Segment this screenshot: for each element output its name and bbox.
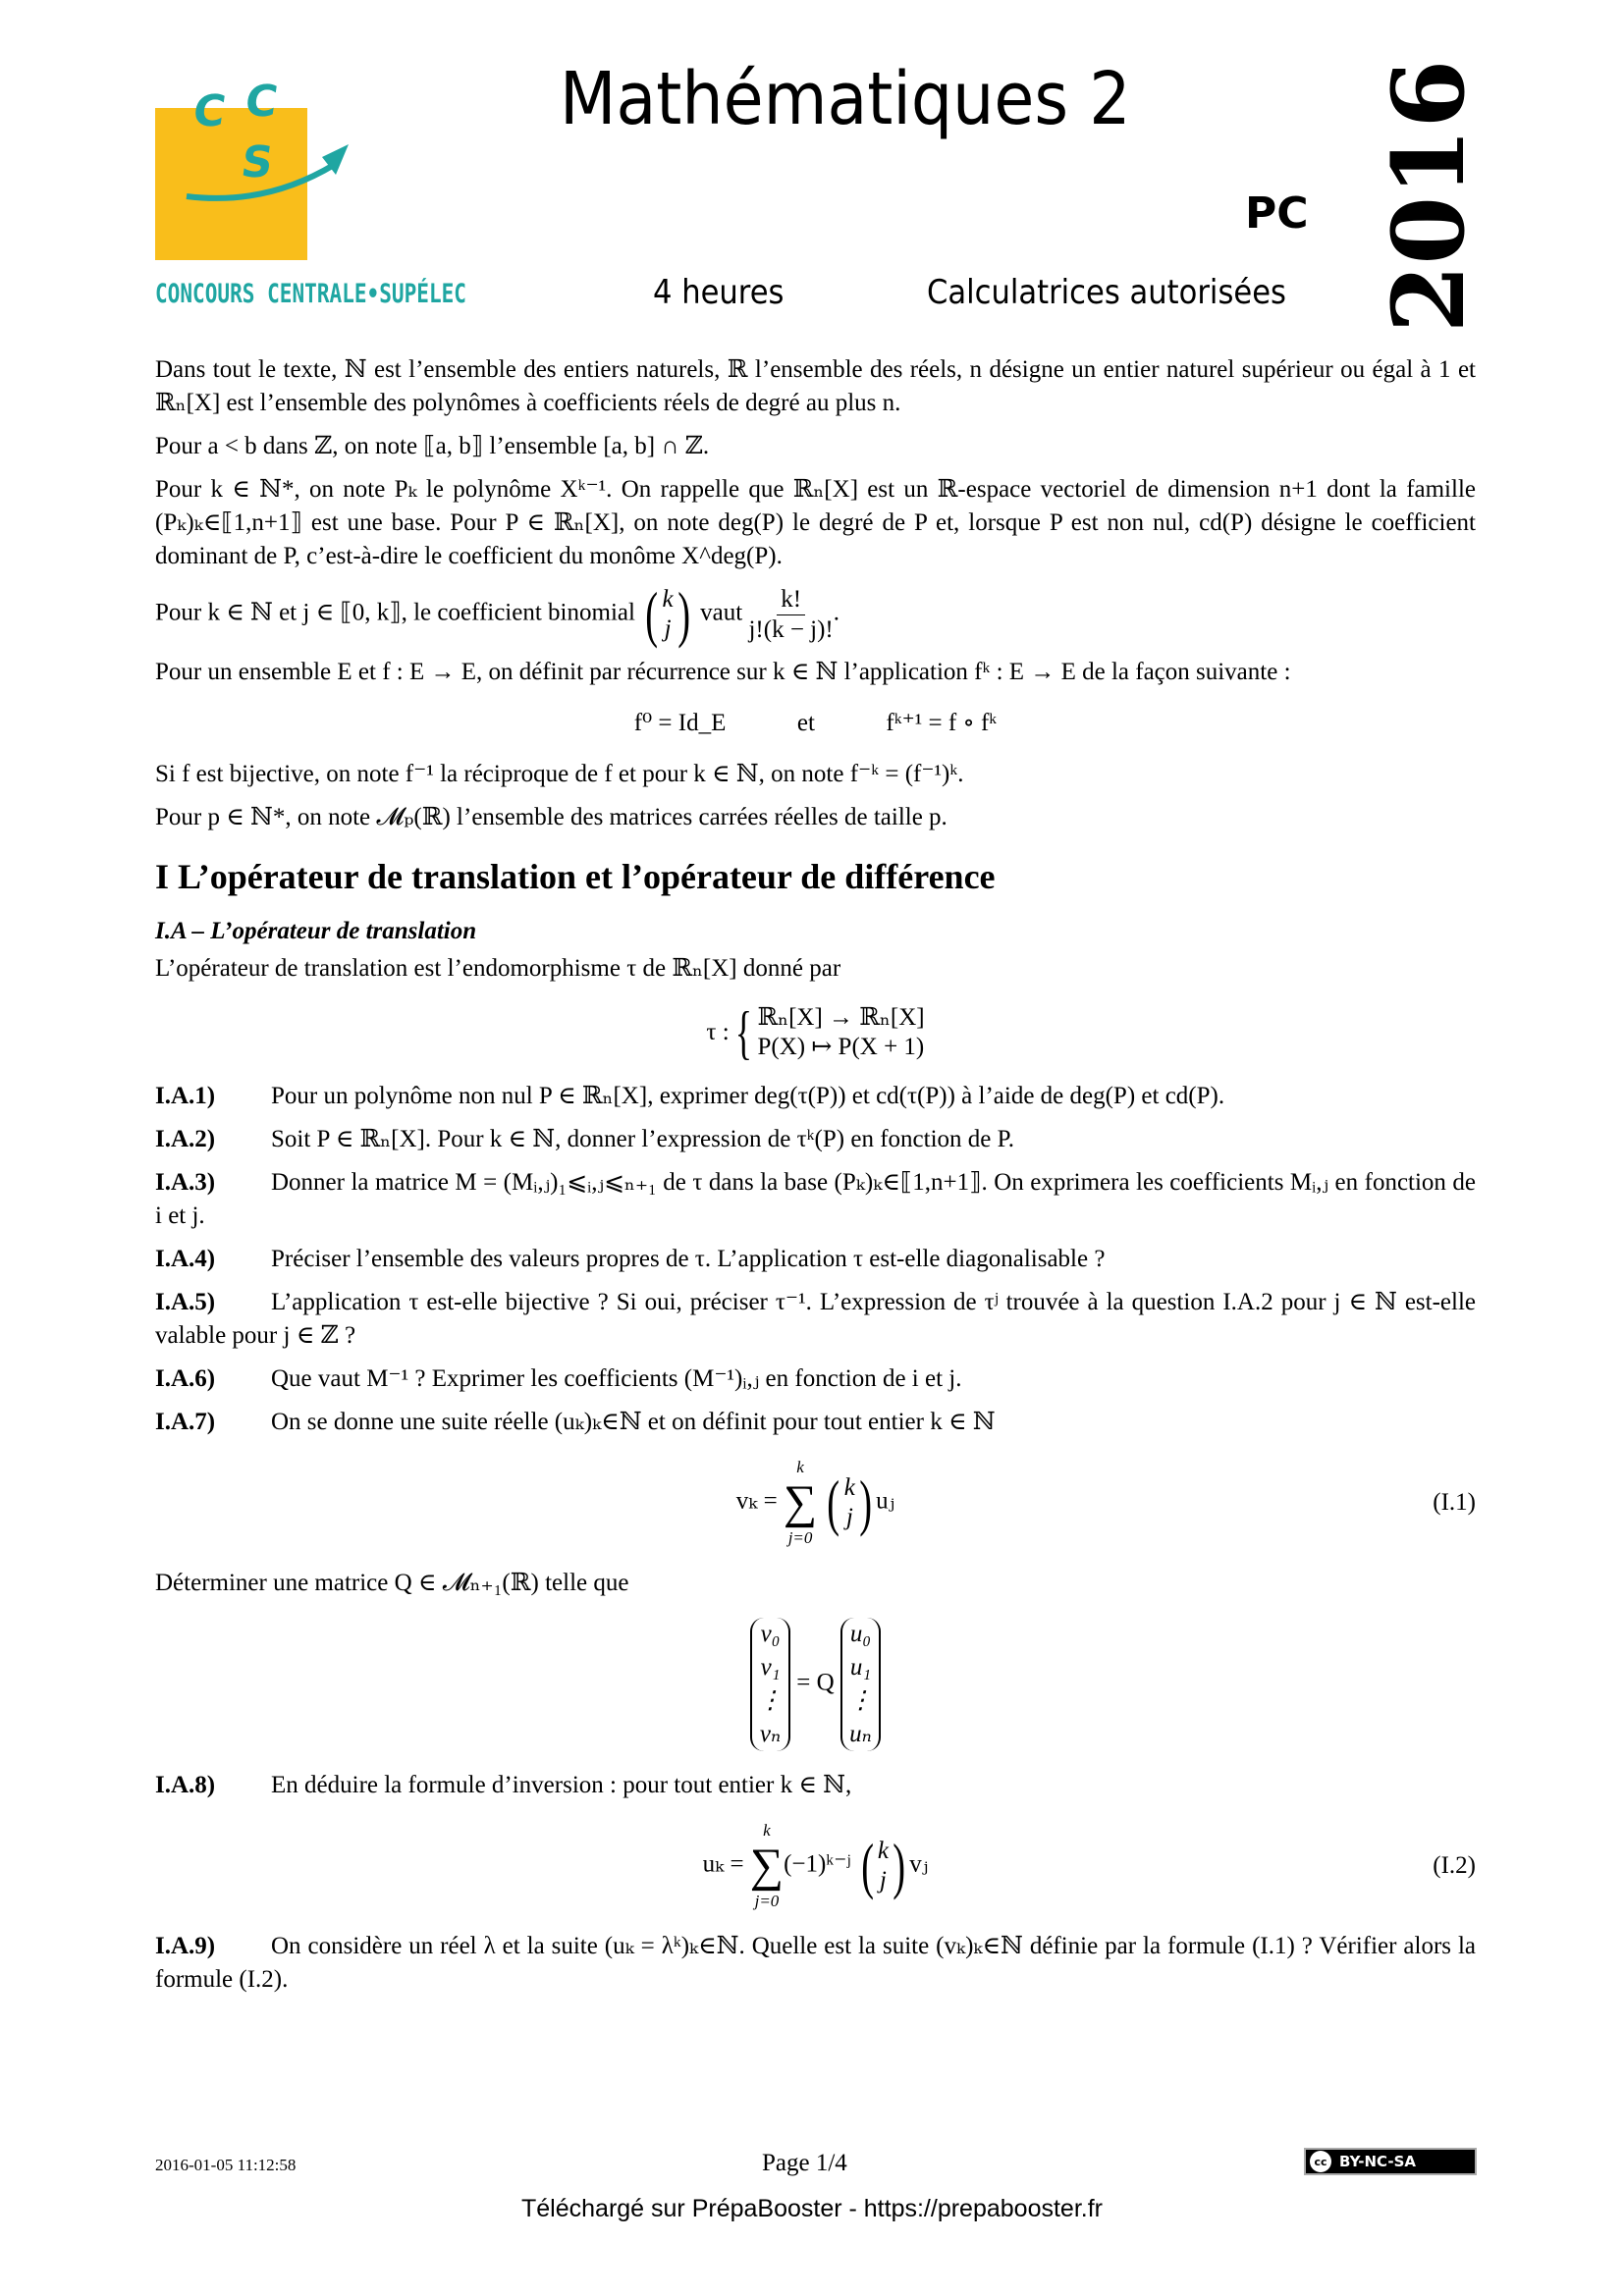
exam-title: Mathématiques 2 bbox=[560, 57, 1131, 141]
sign-factor: (−1)ᵏ⁻ʲ bbox=[784, 1850, 851, 1878]
question-label: I.A.5) bbox=[155, 1289, 216, 1315]
question-text: Préciser l’ensemble des valeurs propres de τ. L’application τ est-elle diagonalisable ? bbox=[271, 1246, 1106, 1272]
u1: u₁ bbox=[849, 1654, 872, 1681]
tau-line-2: P(X) ↦ P(X + 1) bbox=[757, 1034, 925, 1060]
question-text: Donner la matrice M = (Mᵢ,ⱼ)₁⩽ᵢ,ⱼ⩽ₙ₊₁ de τ dans la base (Pₖ)ₖ∈⟦1,n+1⟧. On exprimera les coefficients Mᵢ,ⱼ en fonction de i et j. bbox=[155, 1169, 1476, 1229]
section-title: I L’opérateur de translation et l’opérateur de différence bbox=[155, 857, 996, 896]
question-label: I.A.6) bbox=[155, 1365, 216, 1392]
logo-letter-c1: C bbox=[189, 86, 229, 136]
equation-number: (I.2) bbox=[1433, 1852, 1476, 1879]
intro-paragraph-1: Dans tout le texte, ℕ est l’ensemble des entiers naturels, ℝ l’ensemble des réels, n désigne un entier naturel supérieur ou égal à 1 et ℝₙ[X] est l’ensemble des polynômes à coefficients réels de degré au plus n. bbox=[155, 356, 1476, 416]
eq2-lhs: uₖ = bbox=[702, 1850, 744, 1878]
matrix-equation bbox=[155, 1618, 1476, 1751]
question-IA5 bbox=[155, 1286, 1476, 1353]
binomial-text: Pour k ∈ ℕ et j ∈ ⟦0, k⟧, le coefficient binomial bbox=[155, 599, 635, 626]
binom-top: k bbox=[662, 586, 674, 613]
equation-I1 bbox=[155, 1457, 1476, 1549]
u0: u₀ bbox=[849, 1621, 872, 1647]
u-vector bbox=[840, 1618, 881, 1751]
v1: v₁ bbox=[760, 1654, 781, 1681]
binom-top: k bbox=[877, 1838, 889, 1864]
question-label: I.A.4) bbox=[155, 1246, 216, 1272]
question-label: I.A.1) bbox=[155, 1083, 216, 1109]
equation-I2 bbox=[155, 1820, 1476, 1912]
sum-upper: k bbox=[763, 1821, 771, 1840]
sum-lower: j=0 bbox=[787, 1528, 813, 1547]
question-text: Soit P ∈ ℝₙ[X]. Pour k ∈ ℕ, donner l’expression de τᵏ(P) en fonction de P. bbox=[271, 1126, 1014, 1152]
question-IA3 bbox=[155, 1166, 1476, 1233]
v-vector bbox=[750, 1618, 790, 1751]
question-label: I.A.2) bbox=[155, 1126, 216, 1152]
intro-paragraph-recurrence: Pour un ensemble E et f : E → E, on définit par récurrence sur k ∈ ℕ l’application fᵏ : E → E de la façon suivante : bbox=[155, 659, 1291, 685]
binomial-symbol: ( k j ) bbox=[860, 1831, 906, 1900]
eq-fk1: fᵏ⁺¹ = f ∘ fᵏ bbox=[886, 710, 998, 736]
translation-definition: L’opérateur de translation est l’endomorphisme τ de ℝₙ[X] donné par bbox=[155, 955, 841, 982]
question-IA7 bbox=[155, 1406, 1476, 1439]
question-text: Que vaut M⁻¹ ? Exprimer les coefficients (M⁻¹)ᵢ,ⱼ en fonction de i et j. bbox=[271, 1365, 962, 1392]
question-text: L’application τ est-elle bijective ? Si oui, préciser τ⁻¹. L’expression de τʲ trouvée à la question I.A.2 pour j ∈ ℕ est-elle valable pour j ∈ ℤ ? bbox=[155, 1289, 1476, 1349]
license-badge[interactable] bbox=[1304, 2148, 1477, 2175]
eq-et: et bbox=[796, 710, 815, 736]
eq1-rhs: uⱼ bbox=[876, 1487, 895, 1515]
exam-track: PC bbox=[1245, 188, 1309, 239]
question-label: I.A.9) bbox=[155, 1933, 216, 1959]
question-label: I.A.3) bbox=[155, 1169, 216, 1196]
question-text: On considère un réel λ et la suite (uₖ = λᵏ)ₖ∈ℕ. Quelle est la suite (vₖ)ₖ∈ℕ définie par la formule (I.1) ? Vérifier alors la formule (I.2). bbox=[155, 1933, 1476, 1993]
question-IA4 bbox=[155, 1243, 1476, 1276]
question-label: I.A.8) bbox=[155, 1772, 216, 1798]
binom-bottom: j bbox=[879, 1867, 887, 1894]
intro-paragraph-matrices: Pour p ∈ ℕ*, on note 𝓜ₚ(ℝ) l’ensemble des matrices carrées réelles de taille p. bbox=[155, 804, 947, 830]
sum-lower: j=0 bbox=[754, 1892, 780, 1910]
document-body bbox=[155, 353, 1476, 2006]
eq2-rhs: vⱼ bbox=[909, 1850, 929, 1878]
sum-symbol: k ∑ j=0 bbox=[783, 1458, 818, 1547]
question-label: I.A.7) bbox=[155, 1409, 216, 1435]
sum-upper: k bbox=[796, 1458, 804, 1476]
tau-label: τ : bbox=[706, 1019, 730, 1045]
subsection-title: I.A – L’opérateur de translation bbox=[155, 918, 477, 944]
v0: v₀ bbox=[760, 1621, 781, 1647]
equals-Q: = Q bbox=[796, 1669, 835, 1696]
eq-f0: f⁰ = Id_E bbox=[633, 710, 727, 736]
binomial-period: . bbox=[833, 599, 840, 626]
sum-symbol: k ∑ j=0 bbox=[749, 1821, 785, 1910]
fraction-numerator: k! bbox=[777, 585, 805, 615]
footer-timestamp: 2016-01-05 11:12:58 bbox=[155, 2156, 297, 2174]
binomial-symbol: ( k j ) bbox=[645, 579, 690, 649]
intro-paragraph-inverse: Si f est bijective, on note f⁻¹ la réciproque de f et pour k ∈ ℕ, on note f⁻ᵏ = (f⁻¹)ᵏ. bbox=[155, 761, 964, 787]
question-IA9 bbox=[155, 1930, 1476, 1997]
intro-paragraph-2: Pour a < b dans ℤ, on note ⟦a, b⟧ l’ensemble [a, b] ∩ ℤ. bbox=[155, 433, 710, 459]
vn: vₙ bbox=[759, 1721, 782, 1747]
calculator-policy: Calculatrices autorisées bbox=[927, 273, 1286, 312]
recurrence-equation bbox=[155, 707, 1476, 740]
download-note: Téléchargé sur PrépaBooster - https://prepabooster.fr bbox=[521, 2195, 1103, 2222]
question-text: Pour un polynôme non nul P ∈ ℝₙ[X], exprimer deg(τ(P)) et cd(τ(P)) à l’aide de deg(P) et cd(P). bbox=[271, 1083, 1225, 1109]
fraction-denominator: j!(k − j)! bbox=[748, 615, 834, 643]
question-IA1 bbox=[155, 1080, 1476, 1113]
vdots: ⋮ bbox=[758, 1687, 784, 1714]
tau-line-1: ℝₙ[X] → ℝₙ[X] bbox=[757, 1004, 925, 1031]
udots: ⋮ bbox=[847, 1687, 873, 1714]
cc-icon: cc bbox=[1310, 2151, 1331, 2172]
un: uₙ bbox=[849, 1721, 872, 1747]
binomial-symbol: ( k j ) bbox=[827, 1468, 872, 1537]
intro-paragraph-3: Pour k ∈ ℕ*, on note Pₖ le polynôme Xᵏ⁻¹. On rappelle que ℝₙ[X] est un ℝ-espace vectoriel de dimension n+1 dont la famille (Pₖ)ₖ∈⟦1,n+1⟧ est une base. Pour P ∈ ℝₙ[X], on note deg(P) le degré de P et, lorsque P est non nul, cd(P) désigne le coefficient dominant de P, c’est-à-dire le coefficient du monôme X^deg(P). bbox=[155, 476, 1476, 569]
binom-top: k bbox=[843, 1474, 855, 1501]
equation-number: (I.1) bbox=[1433, 1489, 1476, 1516]
logo-letter-c2: C bbox=[242, 77, 281, 127]
intro-paragraph-binomial bbox=[155, 579, 1476, 649]
question-IA6 bbox=[155, 1362, 1476, 1396]
binom-bottom: j bbox=[664, 615, 672, 642]
question-IA2 bbox=[155, 1123, 1476, 1156]
question-text: En déduire la formule d’inversion : pour tout entier k ∈ ℕ, bbox=[271, 1772, 852, 1798]
logo-text: CONCOURS CENTRALE•SUPÉLEC bbox=[155, 279, 466, 309]
exam-year bbox=[1370, 59, 1488, 334]
tau-definition: τ : { ℝₙ[X] → ℝₙ[X] P(X) ↦ P(X + 1) bbox=[706, 1000, 925, 1065]
logo-letter-s: S bbox=[238, 137, 277, 187]
binom-bottom: j bbox=[845, 1504, 853, 1530]
exam-year-text: 2016 bbox=[1371, 59, 1487, 334]
binomial-fraction bbox=[748, 585, 833, 645]
matrix-prompt: Déterminer une matrice Q ∈ 𝓜ₙ₊₁(ℝ) telle que bbox=[155, 1570, 629, 1596]
binomial-vaut: vaut bbox=[700, 599, 743, 626]
question-IA8 bbox=[155, 1769, 1476, 1802]
eq1-lhs: vₖ = bbox=[735, 1487, 778, 1515]
page-number: Page 1/4 bbox=[762, 2150, 847, 2176]
exam-duration: 4 heures bbox=[653, 273, 785, 312]
question-text: On se donne une suite réelle (uₖ)ₖ∈ℕ et on définit pour tout entier k ∈ ℕ bbox=[271, 1409, 996, 1435]
license-text: BY-NC-SA bbox=[1339, 2153, 1417, 2170]
